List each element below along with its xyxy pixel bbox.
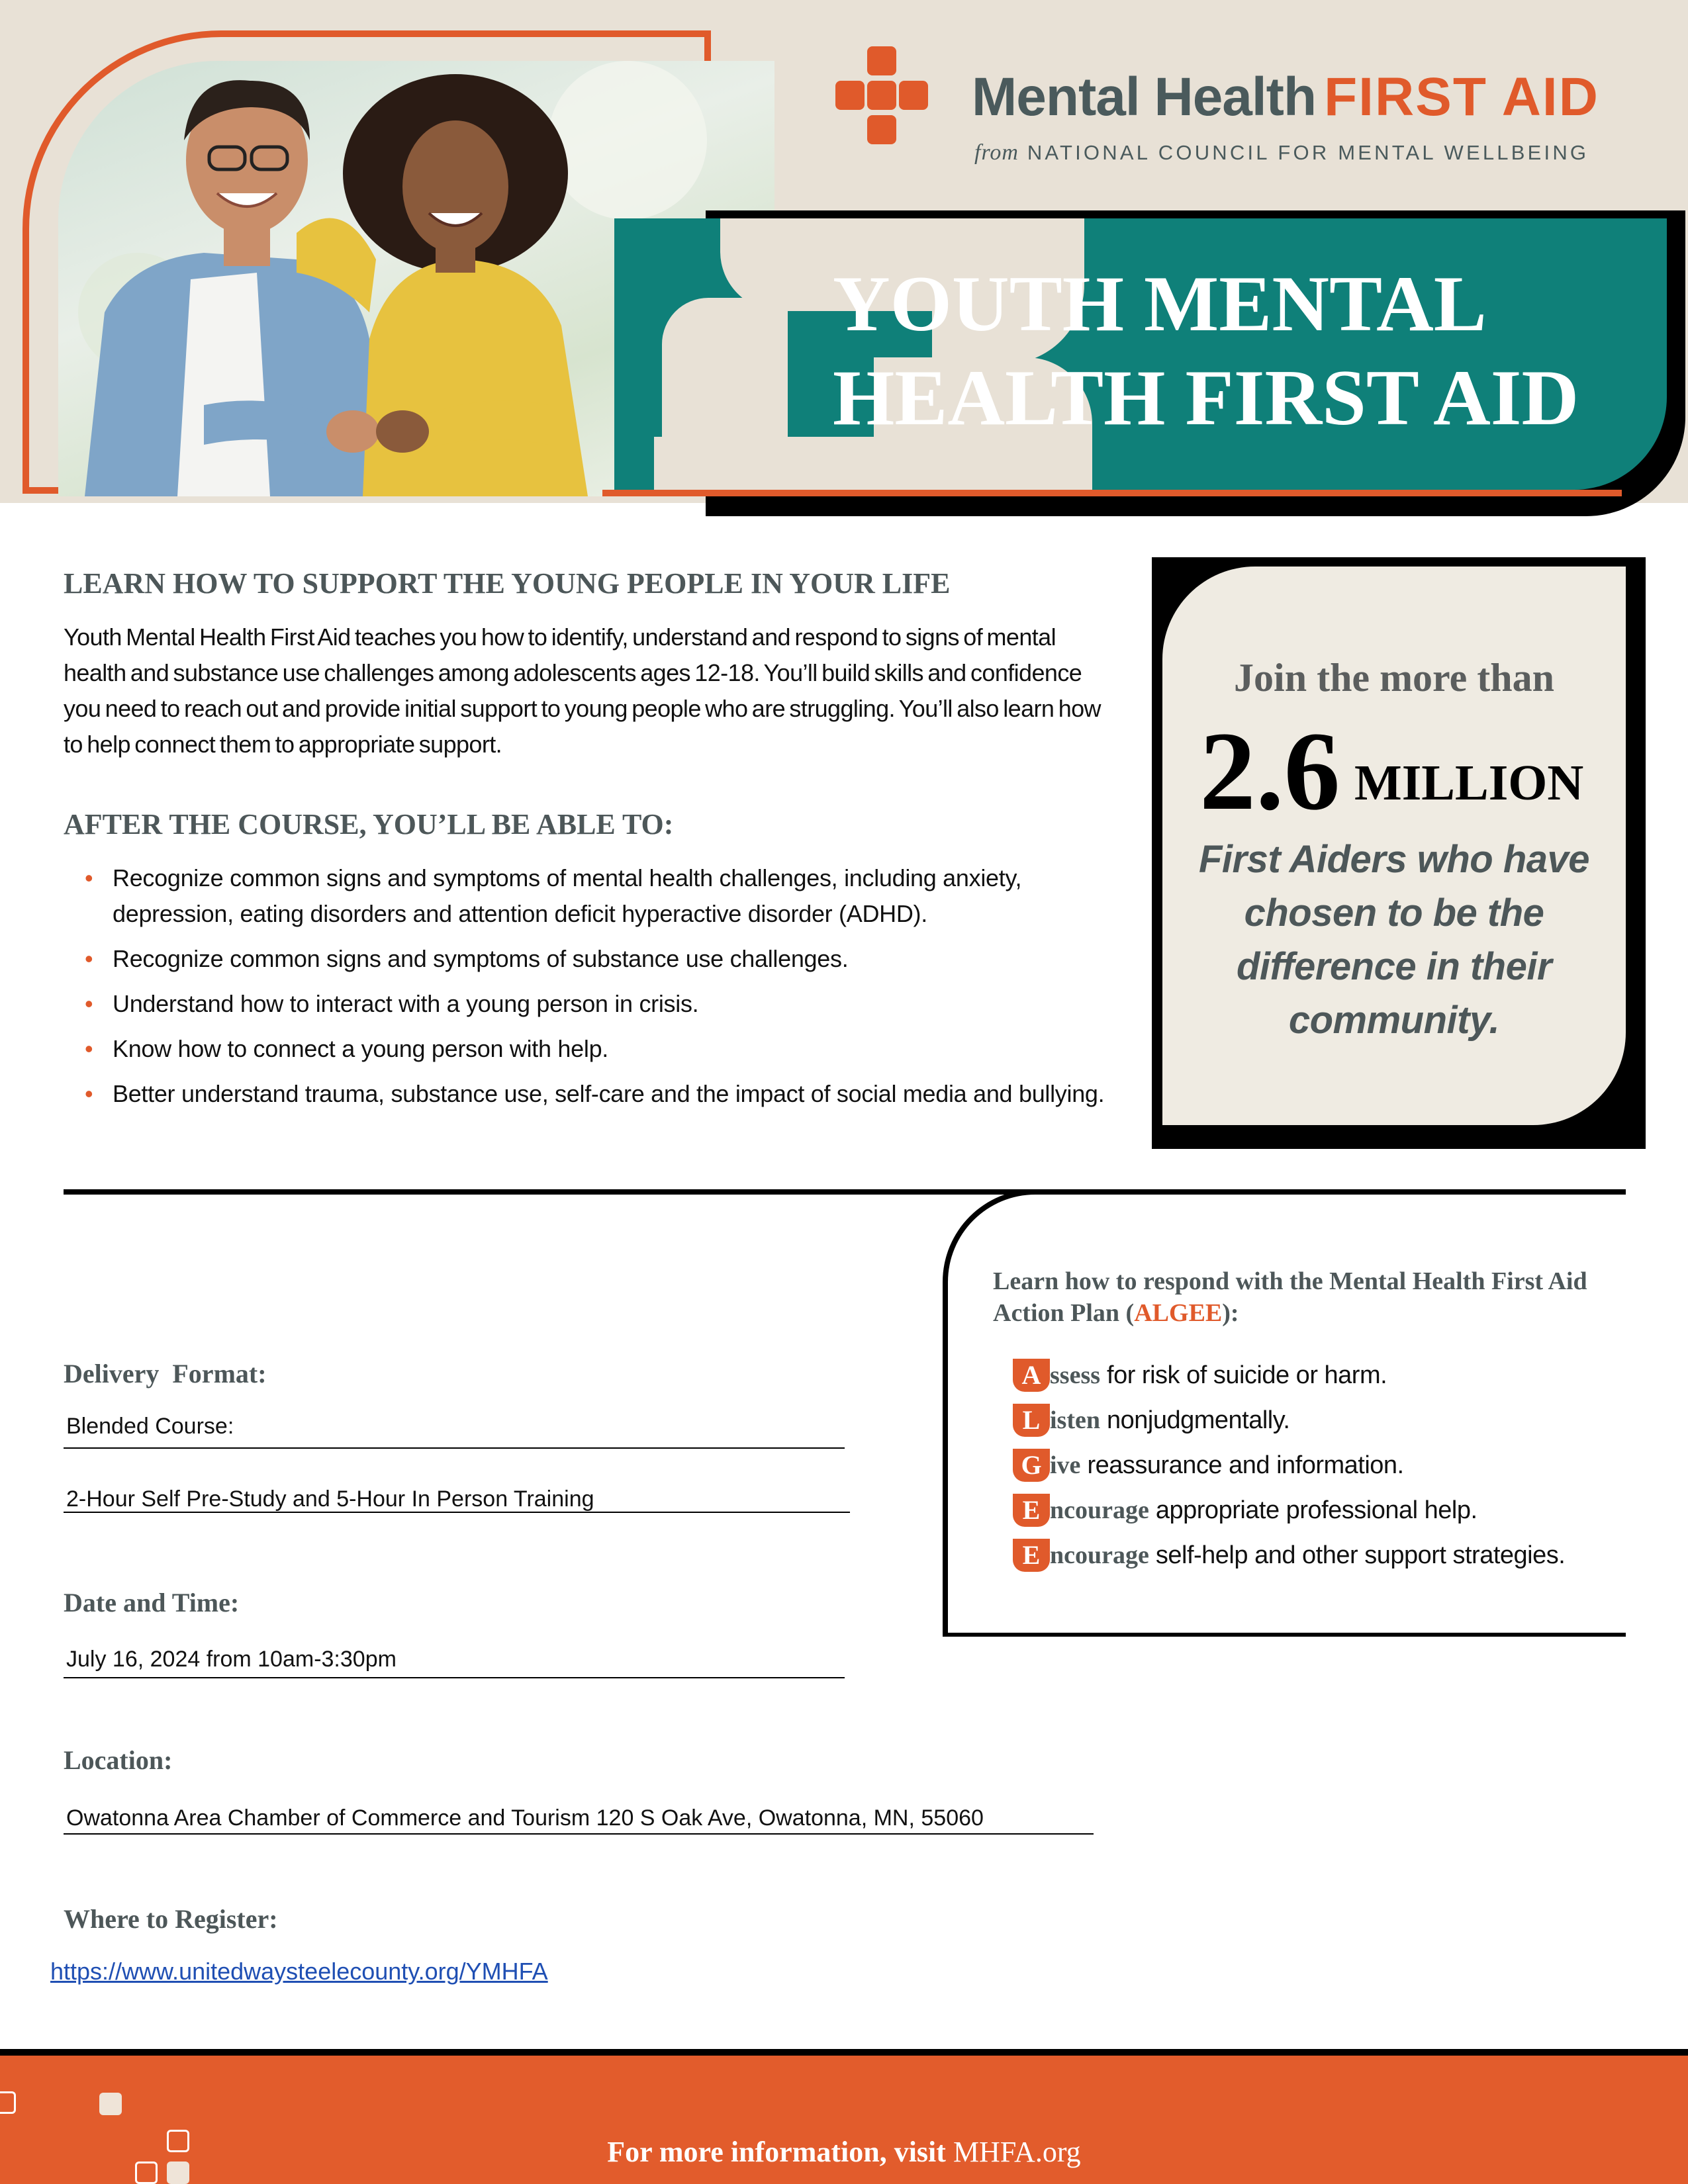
logo-primary: Mental Health: [972, 67, 1317, 127]
list-item: • Understand how to interact with a young person in crisis.: [90, 986, 1109, 1022]
page-title: [833, 257, 1579, 445]
delivery-format-value: Blended Course:: [66, 1414, 234, 1439]
mhfa-cross-logo-icon: [835, 46, 928, 156]
footer-prefix: For more information, visit: [607, 2136, 946, 2168]
algee-step-description: reassurance and information.: [1087, 1451, 1404, 1479]
stats-unit: MILLION: [1354, 755, 1584, 811]
algee-word-rest: ncourage: [1050, 1541, 1149, 1569]
decorative-square-icon: [0, 2091, 16, 2114]
stats-caption: First Aiders who have chosen to be the difference in their community.: [1198, 838, 1590, 1042]
algee-step-description: appropriate professional help.: [1155, 1496, 1477, 1524]
title-underline: [602, 490, 1622, 496]
logo-subtitle: [974, 140, 1589, 165]
algee-steps-list: [1013, 1353, 1565, 1578]
outcomes-heading: AFTER THE COURSE, YOU’LL BE ABLE TO:: [64, 808, 674, 841]
algee-letter-badge: E: [1013, 1494, 1050, 1527]
logo-from: from: [974, 140, 1019, 165]
title-line-2: HEALTH FIRST AID: [833, 353, 1579, 441]
learn-heading: LEARN HOW TO SUPPORT THE YOUNG PEOPLE IN YOUR LIFE: [64, 567, 951, 600]
register-label: Where to Register:: [64, 1904, 278, 1934]
algee-step-description: for risk of suicide or harm.: [1107, 1361, 1387, 1389]
algee-intro: [993, 1265, 1615, 1329]
date-time-label: Date and Time:: [64, 1588, 240, 1617]
stats-number: 2.6: [1199, 709, 1340, 833]
delivery-format-detail: 2-Hour Self Pre-Study and 5-Hour In Person Training: [66, 1486, 594, 1512]
list-item: • Recognize common signs and symptoms of substance use challenges.: [90, 941, 1109, 977]
algee-step-description: nonjudgmentally.: [1107, 1406, 1290, 1434]
footer-divider: [0, 2049, 1688, 2056]
algee-step: [1013, 1398, 1565, 1443]
algee-word-rest: ive: [1050, 1451, 1081, 1479]
list-item: • Better understand trauma, substance use, self-care and the impact of social media and bullying.: [90, 1076, 1109, 1112]
location-value: Owatonna Area Chamber of Commerce and Tourism 120 S Oak Ave, Owatonna, MN, 55060: [66, 1805, 984, 1831]
logo-org: NATIONAL COUNCIL FOR MENTAL WELLBEING: [1027, 141, 1589, 164]
field-underline: [64, 1833, 1094, 1835]
algee-step: [1013, 1533, 1565, 1578]
algee-letter-badge: E: [1013, 1539, 1050, 1572]
algee-letter-badge: A: [1013, 1359, 1050, 1392]
algee-letter-badge: L: [1013, 1404, 1050, 1437]
field-underline: [64, 1677, 845, 1678]
algee-intro-text: Learn how to respond with the Mental Health First Aid Action Plan (: [993, 1267, 1587, 1327]
field-underline: [64, 1447, 845, 1449]
algee-step: [1013, 1443, 1565, 1488]
algee-step: [1013, 1353, 1565, 1398]
stats-lead: Join the more than: [1234, 656, 1554, 700]
logo-accent: FIRST AID: [1324, 67, 1599, 127]
algee-letter-badge: G: [1013, 1449, 1050, 1482]
footer-text: [0, 2135, 1688, 2169]
list-item: • Know how to connect a young person with help.: [90, 1031, 1109, 1067]
register-link[interactable]: https://www.unitedwaysteelecounty.org/YMHFA: [50, 1958, 548, 1985]
algee-acronym: ALGEE: [1134, 1299, 1223, 1327]
outcomes-list: [90, 860, 1109, 1121]
date-time-value: July 16, 2024 from 10am-3:30pm: [66, 1647, 397, 1672]
delivery-format-label: Delivery Format:: [64, 1359, 267, 1388]
location-label: Location:: [64, 1745, 173, 1775]
title-line-1: YOUTH MENTAL: [833, 259, 1487, 347]
list-item: • Recognize common signs and symptoms of mental health challenges, including anxiety, depression, eating disorders and attention deficit hyperactive disorder (ADHD).: [90, 860, 1109, 932]
footer-site-link[interactable]: MHFA.org: [953, 2136, 1081, 2168]
algee-step: [1013, 1488, 1565, 1533]
algee-step-description: self-help and other support strategies.: [1155, 1541, 1566, 1569]
algee-word-rest: ncourage: [1050, 1496, 1149, 1524]
intro-paragraph: Youth Mental Health First Aid teaches you how to identify, understand and respond to signs of mental health and substance use challenges among adolescents ages 12-18. You’ll build skills and confidence you need to reach out and provide initial support to young people who are struggling. You’ll also learn how to help connect them to appropriate support.: [64, 623, 1101, 758]
logo-wordmark: [972, 66, 1599, 128]
algee-word-rest: isten: [1050, 1406, 1100, 1434]
algee-intro-end: ):: [1222, 1299, 1239, 1327]
algee-word-rest: ssess: [1050, 1361, 1101, 1389]
field-underline: [64, 1512, 850, 1513]
decorative-square-icon: [99, 2093, 122, 2115]
